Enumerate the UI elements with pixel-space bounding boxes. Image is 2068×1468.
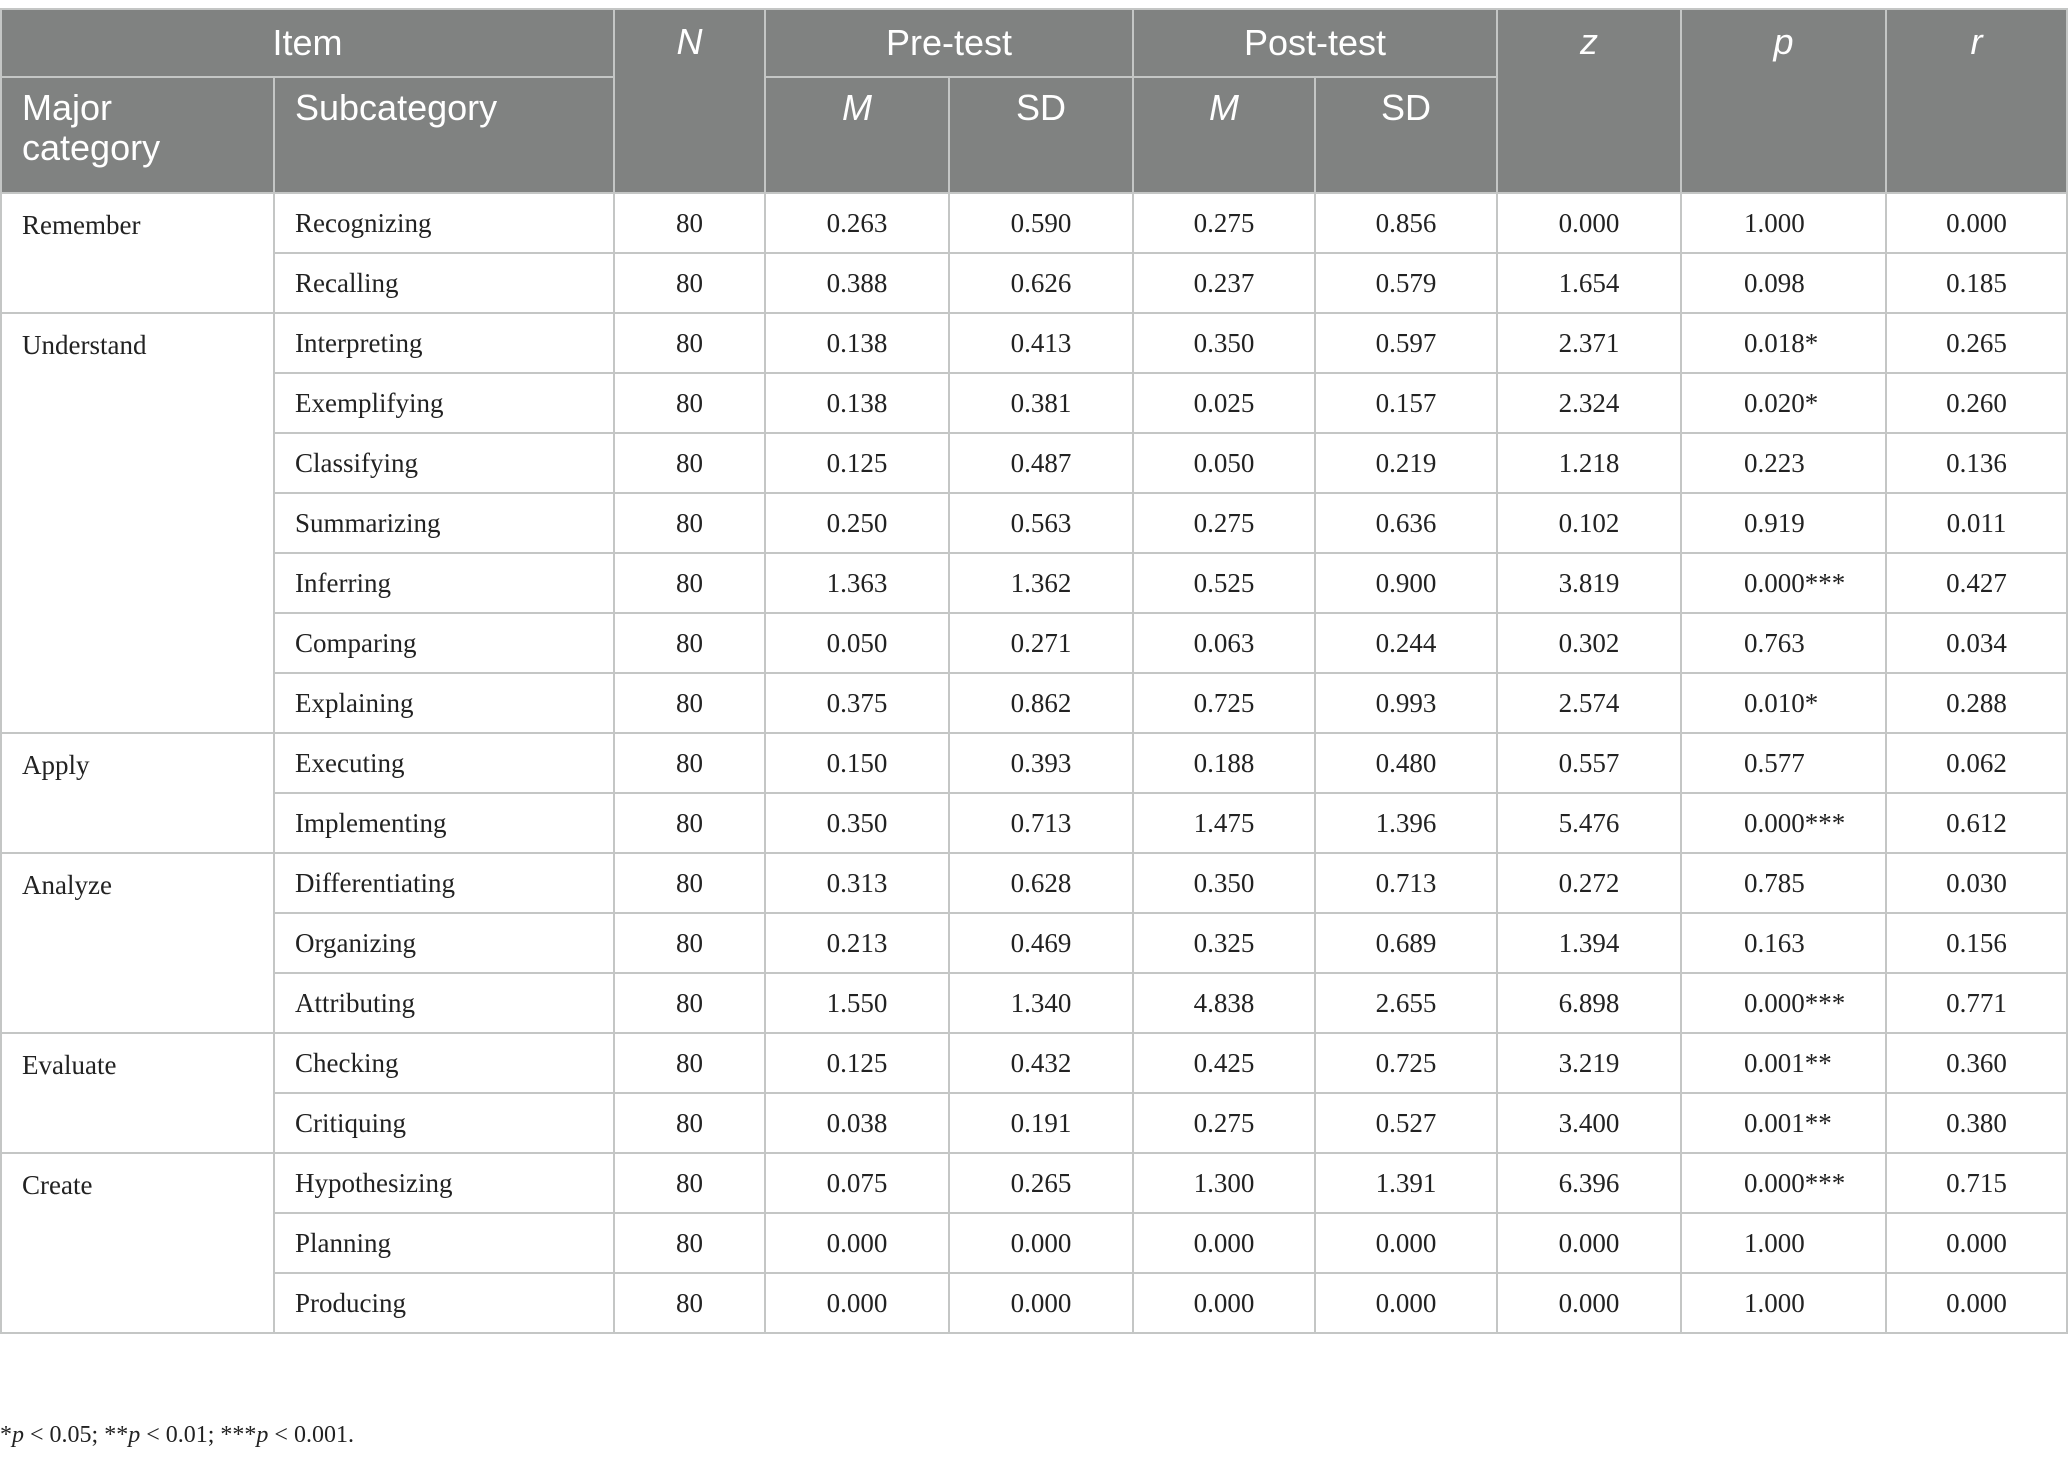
- footnote-text: < 0.001.: [268, 1422, 354, 1448]
- table-row: [1, 1213, 2067, 1273]
- cell-z: 6.898: [1497, 973, 1681, 1033]
- subcategory-cell: Executing: [274, 733, 614, 793]
- cell-z: 2.371: [1497, 313, 1681, 373]
- cell-n: 80: [614, 253, 765, 313]
- cell-z: 2.324: [1497, 373, 1681, 433]
- cell-post-m: 0.000: [1133, 1273, 1315, 1333]
- cell-z: 1.654: [1497, 253, 1681, 313]
- cell-post-sd: 0.157: [1315, 373, 1497, 433]
- cell-z: 1.394: [1497, 913, 1681, 973]
- cell-post-sd: 0.713: [1315, 853, 1497, 913]
- cell-n: 80: [614, 1093, 765, 1153]
- cell-post-sd: 2.655: [1315, 973, 1497, 1033]
- table-row: [1, 1033, 2067, 1093]
- cell-r: 0.136: [1886, 433, 2067, 493]
- subcategory-cell: Checking: [274, 1033, 614, 1093]
- cell-p: 1.000: [1681, 193, 1886, 253]
- cell-n: 80: [614, 673, 765, 733]
- cell-z: 0.102: [1497, 493, 1681, 553]
- table-row: [1, 253, 2067, 313]
- major-category-cell: Apply: [1, 733, 274, 853]
- cell-post-sd: 0.244: [1315, 613, 1497, 673]
- cell-z: 3.219: [1497, 1033, 1681, 1093]
- subcategory-cell: Producing: [274, 1273, 614, 1333]
- cell-post-m: 0.000: [1133, 1213, 1315, 1273]
- cell-post-sd: 0.993: [1315, 673, 1497, 733]
- header-post-sd: SD: [1315, 77, 1497, 193]
- footnote-p: p: [256, 1422, 269, 1448]
- cell-pre-m: 0.038: [765, 1093, 949, 1153]
- cell-z: 0.000: [1497, 1213, 1681, 1273]
- cell-post-sd: 1.396: [1315, 793, 1497, 853]
- cell-r: 0.000: [1886, 1273, 2067, 1333]
- subcategory-cell: Hypothesizing: [274, 1153, 614, 1213]
- cell-p: 0.000***: [1681, 1153, 1886, 1213]
- cell-pre-sd: 0.862: [949, 673, 1133, 733]
- cell-n: 80: [614, 1273, 765, 1333]
- cell-n: 80: [614, 1213, 765, 1273]
- cell-post-m: 0.025: [1133, 373, 1315, 433]
- header-post-test: Post-test: [1133, 9, 1497, 77]
- cell-z: 2.574: [1497, 673, 1681, 733]
- cell-post-sd: 0.480: [1315, 733, 1497, 793]
- footnote-p: p: [128, 1422, 141, 1448]
- cell-r: 0.771: [1886, 973, 2067, 1033]
- cell-pre-m: 1.363: [765, 553, 949, 613]
- table-row: [1, 973, 2067, 1033]
- cell-pre-m: 0.000: [765, 1213, 949, 1273]
- cell-pre-m: 0.050: [765, 613, 949, 673]
- cell-n: 80: [614, 193, 765, 253]
- table-row: [1, 613, 2067, 673]
- cell-post-m: 0.425: [1133, 1033, 1315, 1093]
- cell-r: 0.062: [1886, 733, 2067, 793]
- cell-n: 80: [614, 853, 765, 913]
- cell-pre-sd: 1.362: [949, 553, 1133, 613]
- cell-z: 3.819: [1497, 553, 1681, 613]
- cell-pre-sd: 0.713: [949, 793, 1133, 853]
- table-row: [1, 733, 2067, 793]
- cell-post-m: 0.350: [1133, 853, 1315, 913]
- cell-post-sd: 0.856: [1315, 193, 1497, 253]
- footnote-star: *: [0, 1422, 12, 1448]
- cell-post-sd: 0.000: [1315, 1273, 1497, 1333]
- cell-n: 80: [614, 493, 765, 553]
- cell-z: 1.218: [1497, 433, 1681, 493]
- cell-pre-sd: 0.393: [949, 733, 1133, 793]
- results-table: [0, 8, 2068, 1334]
- cell-r: 0.265: [1886, 313, 2067, 373]
- header-n: N: [614, 9, 765, 193]
- cell-post-sd: 0.219: [1315, 433, 1497, 493]
- subcategory-cell: Inferring: [274, 553, 614, 613]
- cell-post-sd: 0.000: [1315, 1213, 1497, 1273]
- cell-pre-m: 0.138: [765, 313, 949, 373]
- footnote-text: < 0.05; **: [24, 1422, 129, 1448]
- table-row: [1, 1093, 2067, 1153]
- subcategory-cell: Classifying: [274, 433, 614, 493]
- header-subcategory: Subcategory: [274, 77, 614, 193]
- table-row: [1, 313, 2067, 373]
- cell-p: 0.020*: [1681, 373, 1886, 433]
- cell-z: 0.302: [1497, 613, 1681, 673]
- subcategory-cell: Explaining: [274, 673, 614, 733]
- header-major-category: Major category: [1, 77, 274, 193]
- cell-n: 80: [614, 913, 765, 973]
- subcategory-cell: Exemplifying: [274, 373, 614, 433]
- cell-n: 80: [614, 973, 765, 1033]
- cell-pre-sd: 0.191: [949, 1093, 1133, 1153]
- subcategory-cell: Recognizing: [274, 193, 614, 253]
- table-row: [1, 193, 2067, 253]
- header-post-m: M: [1133, 77, 1315, 193]
- cell-post-m: 1.475: [1133, 793, 1315, 853]
- cell-p: 1.000: [1681, 1213, 1886, 1273]
- header-pre-test: Pre-test: [765, 9, 1133, 77]
- footnote-p: p: [12, 1422, 24, 1448]
- major-category-cell: Understand: [1, 313, 274, 733]
- header-r: r: [1886, 9, 2067, 193]
- cell-r: 0.288: [1886, 673, 2067, 733]
- table-header: [1, 9, 2067, 193]
- cell-n: 80: [614, 433, 765, 493]
- table-row: [1, 1153, 2067, 1213]
- table-row: [1, 433, 2067, 493]
- header-item: Item: [1, 9, 614, 77]
- major-category-cell: Remember: [1, 193, 274, 313]
- cell-p: 0.098: [1681, 253, 1886, 313]
- cell-pre-m: 0.125: [765, 1033, 949, 1093]
- cell-pre-m: 1.550: [765, 973, 949, 1033]
- cell-r: 0.030: [1886, 853, 2067, 913]
- cell-pre-sd: 0.265: [949, 1153, 1133, 1213]
- cell-post-sd: 0.900: [1315, 553, 1497, 613]
- cell-post-m: 0.325: [1133, 913, 1315, 973]
- cell-n: 80: [614, 1033, 765, 1093]
- cell-post-m: 0.237: [1133, 253, 1315, 313]
- cell-p: 1.000: [1681, 1273, 1886, 1333]
- cell-post-m: 0.275: [1133, 193, 1315, 253]
- cell-pre-sd: 0.381: [949, 373, 1133, 433]
- cell-post-sd: 0.636: [1315, 493, 1497, 553]
- table-row: [1, 853, 2067, 913]
- cell-p: 0.010*: [1681, 673, 1886, 733]
- cell-pre-m: 0.138: [765, 373, 949, 433]
- cell-r: 0.011: [1886, 493, 2067, 553]
- header-pre-m: M: [765, 77, 949, 193]
- cell-p: 0.577: [1681, 733, 1886, 793]
- cell-pre-m: 0.313: [765, 853, 949, 913]
- subcategory-cell: Summarizing: [274, 493, 614, 553]
- cell-pre-m: 0.375: [765, 673, 949, 733]
- cell-z: 6.396: [1497, 1153, 1681, 1213]
- cell-r: 0.000: [1886, 1213, 2067, 1273]
- table-row: [1, 493, 2067, 553]
- cell-post-sd: 0.597: [1315, 313, 1497, 373]
- cell-r: 0.427: [1886, 553, 2067, 613]
- cell-p: 0.000***: [1681, 793, 1886, 853]
- cell-z: 0.557: [1497, 733, 1681, 793]
- cell-p: 0.163: [1681, 913, 1886, 973]
- major-category-cell: Create: [1, 1153, 274, 1333]
- cell-post-m: 0.188: [1133, 733, 1315, 793]
- cell-p: 0.000***: [1681, 973, 1886, 1033]
- cell-p: 0.000***: [1681, 553, 1886, 613]
- table-row: [1, 1273, 2067, 1333]
- cell-post-m: 0.063: [1133, 613, 1315, 673]
- table-row: [1, 793, 2067, 853]
- cell-r: 0.612: [1886, 793, 2067, 853]
- cell-pre-sd: 0.000: [949, 1273, 1133, 1333]
- cell-post-sd: 0.725: [1315, 1033, 1497, 1093]
- subcategory-cell: Planning: [274, 1213, 614, 1273]
- cell-r: 0.380: [1886, 1093, 2067, 1153]
- footnote-text: < 0.01; ***: [140, 1422, 257, 1448]
- cell-post-m: 0.525: [1133, 553, 1315, 613]
- cell-pre-m: 0.000: [765, 1273, 949, 1333]
- subcategory-cell: Critiquing: [274, 1093, 614, 1153]
- cell-n: 80: [614, 313, 765, 373]
- header-z: z: [1497, 9, 1681, 193]
- cell-r: 0.260: [1886, 373, 2067, 433]
- cell-pre-sd: 0.271: [949, 613, 1133, 673]
- major-category-cell: Analyze: [1, 853, 274, 1033]
- subcategory-cell: Comparing: [274, 613, 614, 673]
- cell-p: 0.018*: [1681, 313, 1886, 373]
- cell-n: 80: [614, 793, 765, 853]
- cell-p: 0.223: [1681, 433, 1886, 493]
- cell-pre-m: 0.150: [765, 733, 949, 793]
- cell-pre-m: 0.350: [765, 793, 949, 853]
- cell-pre-m: 0.263: [765, 193, 949, 253]
- cell-pre-sd: 0.626: [949, 253, 1133, 313]
- cell-z: 0.000: [1497, 1273, 1681, 1333]
- cell-post-m: 0.275: [1133, 1093, 1315, 1153]
- cell-post-m: 0.050: [1133, 433, 1315, 493]
- cell-pre-sd: 0.413: [949, 313, 1133, 373]
- cell-r: 0.185: [1886, 253, 2067, 313]
- cell-n: 80: [614, 1153, 765, 1213]
- table-body: [1, 193, 2067, 1333]
- cell-z: 5.476: [1497, 793, 1681, 853]
- table-row: [1, 673, 2067, 733]
- subcategory-cell: Implementing: [274, 793, 614, 853]
- cell-z: 3.400: [1497, 1093, 1681, 1153]
- cell-pre-sd: 0.563: [949, 493, 1133, 553]
- subcategory-cell: Attributing: [274, 973, 614, 1033]
- subcategory-cell: Differentiating: [274, 853, 614, 913]
- header-p: p: [1681, 9, 1886, 193]
- cell-pre-m: 0.388: [765, 253, 949, 313]
- cell-post-sd: 1.391: [1315, 1153, 1497, 1213]
- cell-pre-m: 0.075: [765, 1153, 949, 1213]
- major-category-cell: Evaluate: [1, 1033, 274, 1153]
- header-pre-sd: SD: [949, 77, 1133, 193]
- cell-post-m: 0.725: [1133, 673, 1315, 733]
- cell-n: 80: [614, 613, 765, 673]
- cell-pre-m: 0.250: [765, 493, 949, 553]
- cell-pre-m: 0.125: [765, 433, 949, 493]
- subcategory-cell: Interpreting: [274, 313, 614, 373]
- cell-n: 80: [614, 553, 765, 613]
- table-row: [1, 553, 2067, 613]
- cell-pre-sd: 0.487: [949, 433, 1133, 493]
- cell-post-sd: 0.527: [1315, 1093, 1497, 1153]
- cell-post-sd: 0.579: [1315, 253, 1497, 313]
- cell-r: 0.156: [1886, 913, 2067, 973]
- cell-p: 0.001**: [1681, 1093, 1886, 1153]
- footnote: [0, 1422, 354, 1449]
- cell-r: 0.715: [1886, 1153, 2067, 1213]
- table-row: [1, 373, 2067, 433]
- cell-p: 0.919: [1681, 493, 1886, 553]
- cell-n: 80: [614, 733, 765, 793]
- cell-pre-sd: 0.590: [949, 193, 1133, 253]
- subcategory-cell: Organizing: [274, 913, 614, 973]
- cell-post-sd: 0.689: [1315, 913, 1497, 973]
- subcategory-cell: Recalling: [274, 253, 614, 313]
- cell-p: 0.763: [1681, 613, 1886, 673]
- cell-p: 0.001**: [1681, 1033, 1886, 1093]
- cell-r: 0.360: [1886, 1033, 2067, 1093]
- cell-post-m: 4.838: [1133, 973, 1315, 1033]
- cell-pre-sd: 0.432: [949, 1033, 1133, 1093]
- cell-z: 0.272: [1497, 853, 1681, 913]
- cell-post-m: 0.275: [1133, 493, 1315, 553]
- cell-pre-m: 0.213: [765, 913, 949, 973]
- cell-r: 0.034: [1886, 613, 2067, 673]
- cell-n: 80: [614, 373, 765, 433]
- cell-pre-sd: 0.000: [949, 1213, 1133, 1273]
- cell-z: 0.000: [1497, 193, 1681, 253]
- cell-post-m: 1.300: [1133, 1153, 1315, 1213]
- cell-pre-sd: 1.340: [949, 973, 1133, 1033]
- cell-pre-sd: 0.628: [949, 853, 1133, 913]
- cell-p: 0.785: [1681, 853, 1886, 913]
- table-row: [1, 913, 2067, 973]
- cell-post-m: 0.350: [1133, 313, 1315, 373]
- cell-r: 0.000: [1886, 193, 2067, 253]
- cell-pre-sd: 0.469: [949, 913, 1133, 973]
